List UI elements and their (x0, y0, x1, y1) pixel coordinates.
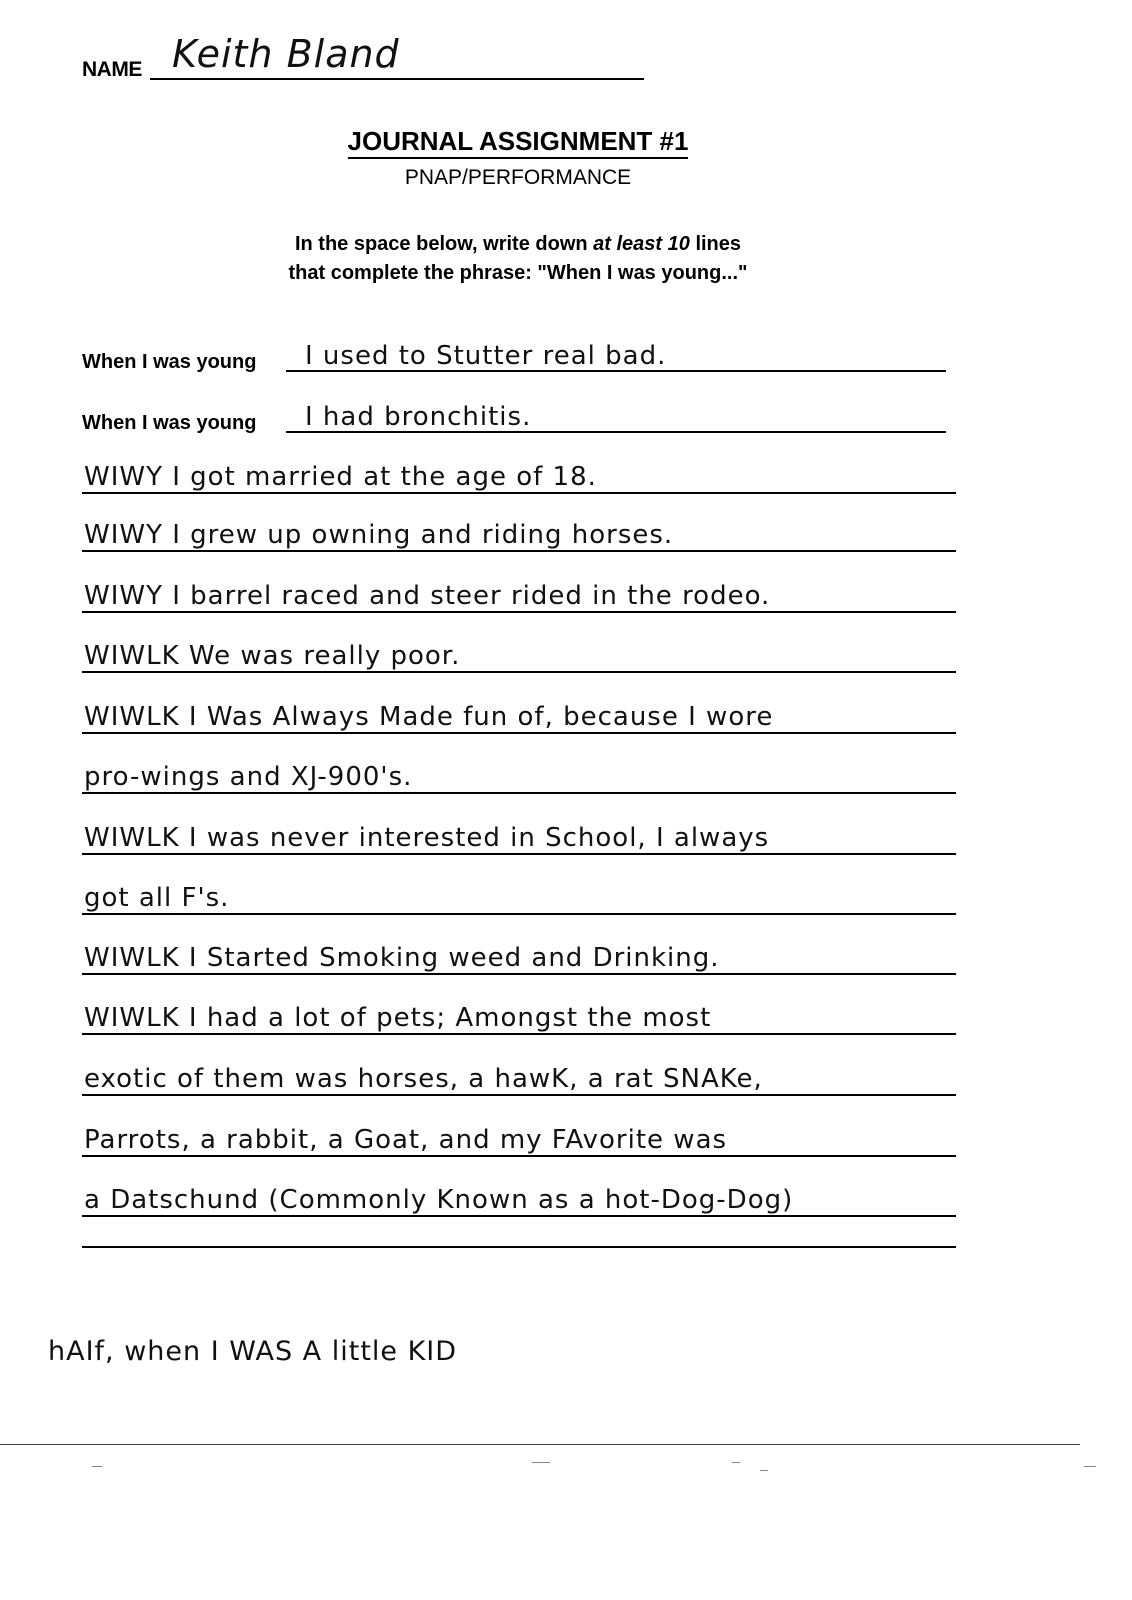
journal-entry: exotic of them was horses, a hawK, a rat SNAKe, (84, 1064, 763, 1094)
scan-speck (532, 1462, 550, 1463)
name-underline (150, 78, 644, 80)
journal-entry: pro-wings and XJ-900's. (84, 762, 413, 792)
prompt-label-1: When I was young (82, 351, 257, 373)
journal-entry: a Datschund (Commonly Known as a hot-Dog-Dog) (84, 1185, 794, 1215)
title-text: JOURNAL ASSIGNMENT #1 (348, 126, 689, 159)
page-subtitle: PNAP/PERFORMANCE (404, 166, 632, 189)
page-edge-line (0, 1444, 1080, 1445)
journal-entry: WIWY I barrel raced and steer rided in the rodeo. (84, 581, 771, 611)
writing-line (82, 913, 956, 915)
handwritten-note: hAIf, when I WAS A little KID (48, 1336, 458, 1367)
writing-line (82, 853, 956, 855)
writing-line (82, 792, 956, 794)
writing-line (82, 973, 956, 975)
journal-entry: WIWLK I was never interested in School, I always (84, 823, 770, 853)
writing-line (82, 1155, 956, 1157)
journal-entry: Parrots, a rabbit, a Goat, and my FAvorite was (84, 1125, 728, 1155)
scan-speck (92, 1466, 102, 1467)
writing-line (82, 611, 956, 613)
journal-entry: WIWLK I Was Always Made fun of, because I wore (84, 702, 774, 732)
writing-line (82, 1215, 956, 1217)
writing-line (82, 1246, 956, 1248)
journal-entry: WIWLK I had a lot of pets; Amongst the most (84, 1003, 712, 1033)
prompt-label-2: When I was young (82, 412, 257, 434)
journal-entry: WIWY I got married at the age of 18. (84, 462, 597, 492)
journal-entry: got all F's. (84, 883, 230, 913)
journal-entry: WIWLK I Started Smoking weed and Drinking. (84, 943, 720, 973)
journal-entry: WIWLK We was really poor. (84, 641, 461, 671)
journal-entry: I had bronchitis. (305, 402, 532, 432)
journal-entry: I used to Stutter real bad. (305, 341, 667, 371)
journal-entry: WIWY I grew up owning and riding horses. (84, 520, 674, 550)
writing-line (82, 671, 956, 673)
page-title (0, 126, 1036, 157)
instruction-line-1: In the space below, write down at least 10 lines (294, 233, 742, 255)
writing-line (82, 732, 956, 734)
writing-line (82, 1033, 956, 1035)
writing-line (82, 550, 956, 552)
writing-line (82, 1094, 956, 1096)
scan-speck (1084, 1466, 1096, 1467)
scan-speck (732, 1462, 740, 1463)
name-handwritten: Keith Bland (172, 32, 400, 76)
name-label: NAME (82, 58, 142, 81)
scan-speck (760, 1470, 768, 1471)
instructions (0, 230, 1036, 288)
writing-line (82, 492, 956, 494)
instruction-line-2: that complete the phrase: "When I was young..." (288, 262, 748, 284)
